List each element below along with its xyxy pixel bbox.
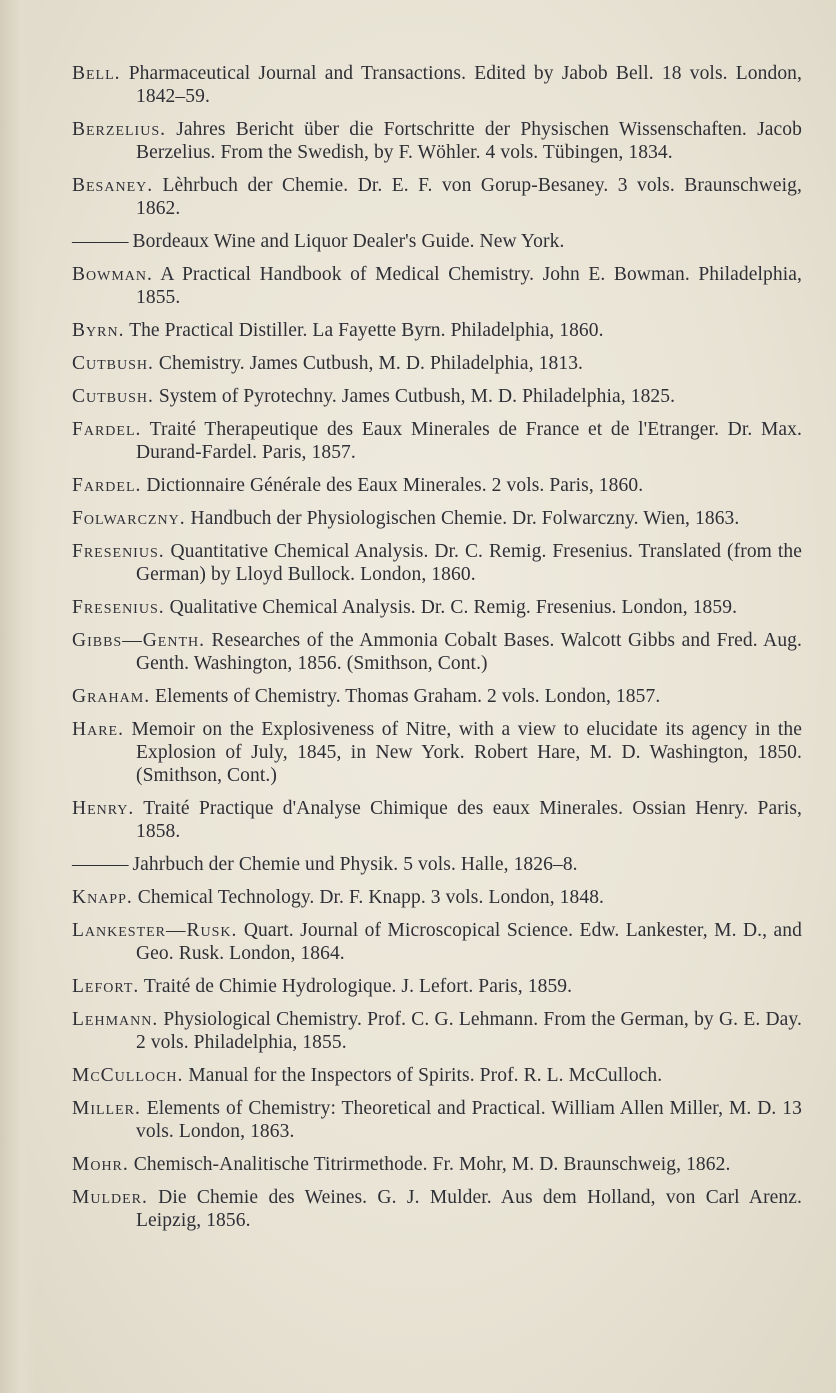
bibliography-list — [72, 62, 802, 1242]
bibliography-entry — [72, 418, 802, 464]
bibliography-entry — [72, 385, 802, 408]
entry-author: Miller. — [72, 1098, 141, 1119]
entry-text: Quart. Journal of Microscopical Science. Edw. Lankester, M. D., and Geo. Rusk. London, 1864. — [136, 920, 802, 964]
entry-author: Byrn. — [72, 320, 125, 341]
entry-author: Fardel. — [72, 419, 142, 440]
entry-author: Fresenius. — [72, 541, 165, 562]
entry-text: Jahrbuch der Chemie und Physik. 5 vols. Halle, 1826–8. — [127, 854, 578, 875]
entry-text: Traité Therapeutique des Eaux Minerales de France et de l'Etranger. Dr. Max. Durand-Fardel. Paris, 1857. — [136, 419, 802, 463]
entry-text: Chemical Technology. Dr. F. Knapp. 3 vols. London, 1848. — [132, 887, 605, 908]
entry-author: Cutbush. — [72, 386, 154, 407]
entry-author: Folwarczny. — [72, 508, 186, 529]
entry-text: Elements of Chemistry. Thomas Graham. 2 vols. London, 1857. — [150, 686, 661, 707]
page-gutter-shadow — [0, 0, 36, 1393]
entry-text: Die Chemie des Weines. G. J. Mulder. Aus dem Holland, von Carl Arenz. Leipzig, 1856. — [136, 1187, 802, 1231]
entry-text: Manual for the Inspectors of Spirits. Prof. R. L. McCulloch. — [183, 1065, 663, 1086]
bibliography-entry — [72, 474, 802, 497]
entry-author: Graham. — [72, 686, 151, 707]
entry-text: Chemisch-Analitische Titrirmethode. Fr. Mohr, M. D. Braunschweig, 1862. — [128, 1154, 731, 1175]
entry-text: Chemistry. James Cutbush, M. D. Philadelphia, 1813. — [153, 353, 584, 374]
entry-author: Bowman. — [72, 264, 153, 285]
bibliography-entry — [72, 629, 802, 675]
entry-text: Jahres Bericht über die Fortschritte der Physischen Wissenschaften. Jacob Berzelius. From the Swedish, by F. Wöhler. 4 vols. Tübingen, 1834. — [136, 119, 802, 163]
entry-text: Quantitative Chemical Analysis. Dr. C. Remig. Fresenius. Translated (from the German) by Lloyd Bullock. London, 1860. — [136, 541, 802, 585]
bibliography-entry — [72, 319, 802, 342]
bibliography-entry — [72, 230, 802, 253]
entry-author: Fresenius. — [72, 597, 165, 618]
bibliography-entry — [72, 1153, 802, 1176]
entry-text: Traité de Chimie Hydrologique. J. Lefort. Paris, 1859. — [139, 976, 573, 997]
entry-author: Besaney. — [72, 175, 154, 196]
bibliography-entry — [72, 1097, 802, 1143]
entry-author: Cutbush. — [72, 353, 154, 374]
entry-text: Memoir on the Explosiveness of Nitre, with a view to elucidate its agency in the Explosion of July, 1845, in New York. Robert Hare, M. D. Washington, 1850. (Smithson, Cont.) — [123, 719, 802, 786]
entry-author: Mulder. — [72, 1187, 148, 1208]
bibliography-entry — [72, 352, 802, 375]
entry-text: Researches of the Ammonia Cobalt Bases. Walcott Gibbs and Fred. Aug. Genth. Washington, 1856. (Smithson, Cont.) — [136, 630, 802, 674]
entry-text: A Practical Handbook of Medical Chemistry. John E. Bowman. Philadelphia, 1855. — [136, 264, 802, 308]
bibliography-entry — [72, 1186, 802, 1232]
entry-text: System of Pyrotechny. James Cutbush, M. D. Philadelphia, 1825. — [153, 386, 676, 407]
bibliography-entry — [72, 596, 802, 619]
entry-text: Physiological Chemistry. Prof. C. G. Lehmann. From the German, by G. E. Day. 2 vols. Philadelphia, 1855. — [136, 1009, 802, 1053]
entry-text: Qualitative Chemical Analysis. Dr. C. Remig. Fresenius. London, 1859. — [164, 597, 738, 618]
bibliography-entry — [72, 853, 802, 876]
bibliography-entry — [72, 118, 802, 164]
entry-text: Elements of Chemistry: Theoretical and Practical. William Allen Miller, M. D. 13 vols. London, 1863. — [136, 1098, 802, 1142]
entry-author: Mohr. — [72, 1154, 129, 1175]
entry-author: Gibbs—Genth. — [72, 630, 205, 651]
entry-text: Dictionnaire Générale des Eaux Minerales. 2 vols. Paris, 1860. — [141, 475, 644, 496]
entry-text: Traité Practique d'Analyse Chimique des eaux Minerales. Ossian Henry. Paris, 1858. — [134, 798, 802, 842]
entry-author-dash: ——— — [72, 854, 128, 875]
entry-text: The Practical Distiller. La Fayette Byrn. Philadelphia, 1860. — [124, 320, 604, 341]
entry-text: Pharmaceutical Journal and Transactions. Edited by Jabob Bell. 18 vols. London, 1842–59. — [120, 63, 802, 107]
entry-author: Fardel. — [72, 475, 142, 496]
entry-author: McCulloch. — [72, 1065, 184, 1086]
entry-author: Hare. — [72, 719, 124, 740]
bibliography-entry — [72, 1008, 802, 1054]
entry-author: Knapp. — [72, 887, 133, 908]
bibliography-entry — [72, 718, 802, 787]
entry-author: Lankester—Rusk. — [72, 920, 238, 941]
entry-text: Lèhrbuch der Chemie. Dr. E. F. von Gorup-Besaney. 3 vols. Braunschweig, 1862. — [136, 175, 802, 219]
entry-text: Handbuch der Physiologischen Chemie. Dr. Folwarczny. Wien, 1863. — [185, 508, 740, 529]
bibliography-entry — [72, 685, 802, 708]
bibliography-entry — [72, 540, 802, 586]
bibliography-entry — [72, 507, 802, 530]
entry-author: Lefort. — [72, 976, 140, 997]
bibliography-entry — [72, 174, 802, 220]
entry-author: Henry. — [72, 798, 135, 819]
bibliography-entry — [72, 975, 802, 998]
bibliography-entry — [72, 797, 802, 843]
bibliography-entry — [72, 886, 802, 909]
bibliography-entry — [72, 919, 802, 965]
bibliography-entry — [72, 263, 802, 309]
entry-author-dash: ——— — [72, 231, 128, 252]
bibliography-entry — [72, 1064, 802, 1087]
entry-text: Bordeaux Wine and Liquor Dealer's Guide. New York. — [127, 231, 565, 252]
entry-author: Lehmann. — [72, 1009, 159, 1030]
bibliography-entry — [72, 62, 802, 108]
entry-author: Bell. — [72, 63, 121, 84]
entry-author: Berzelius. — [72, 119, 166, 140]
